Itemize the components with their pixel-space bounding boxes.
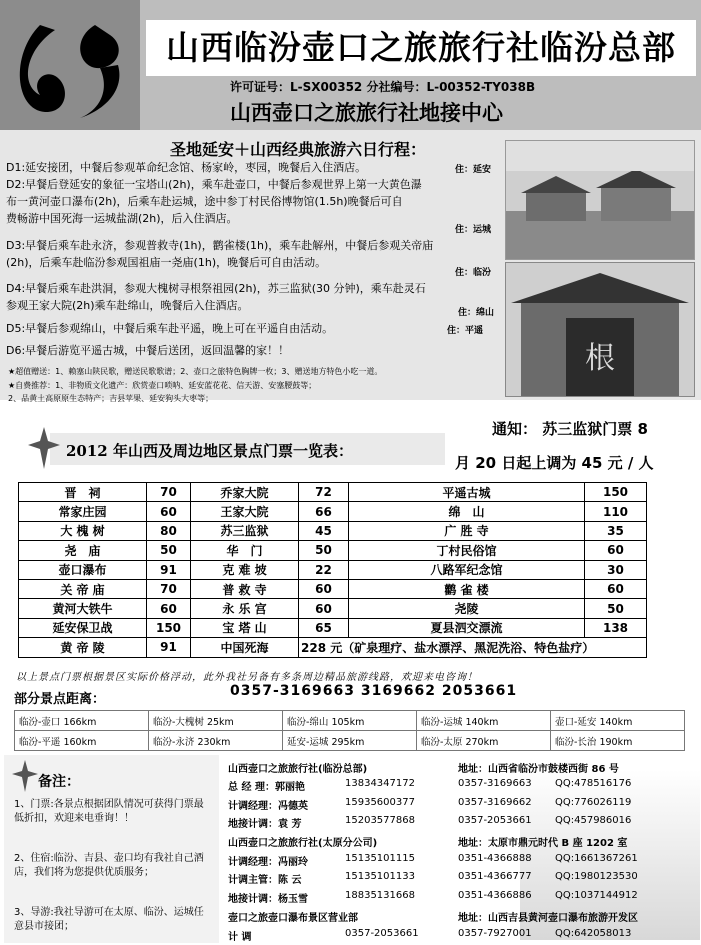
- remarks-title: 备注：: [38, 774, 80, 790]
- notice-line: 通知： 苏三监狱门票 8: [492, 420, 648, 438]
- stay-label: 住：平遥: [447, 326, 484, 336]
- attraction-name: 黄河大铁牛: [19, 599, 147, 618]
- distance-cell: 壶口-延安 140km: [551, 711, 685, 731]
- itinerary-line: (2h)，后乘车赴临汾参观国祖庙一尧庙(1h)，晚餐后可自由活动。: [6, 256, 327, 269]
- attraction-name: 鹳 雀 楼: [349, 579, 585, 598]
- contact-qq-address: QQ:1661367261: [555, 853, 638, 864]
- itinerary-line: 布一黄河壶口瀑布(2h)，后乘车赴运城，途中参丁村民俗博物馆(1.5h)晚餐后可自: [6, 195, 403, 208]
- attraction-name: 常家庄园: [19, 502, 147, 521]
- attraction-name: 大 槐 树: [19, 521, 147, 540]
- ticket-price: 60: [147, 502, 191, 521]
- attraction-name: 晋 祠: [19, 483, 147, 502]
- itinerary-line: D2:早餐后登延安的象征一宝塔山(2h)，乘车赴壶口，中餐后参观世界上第一大黄色瀑: [6, 178, 422, 191]
- logo-swirl-icon: [0, 0, 140, 130]
- ticket-price: 35: [585, 521, 647, 540]
- table-row: [19, 638, 647, 657]
- phone-numbers: 0357-3169663 3169662 2053661: [230, 683, 518, 699]
- ticket-price: 60: [299, 579, 349, 598]
- table-row: [15, 711, 685, 731]
- contact-name: 计 调: [228, 932, 252, 943]
- ticket-price: 30: [585, 560, 647, 579]
- distance-table: [14, 710, 685, 751]
- price-table-title: 2012 年山西及周边地区景点门票一览表：: [66, 442, 353, 460]
- ticket-price: 65: [299, 618, 349, 637]
- itinerary-line: D3:早餐后乘车赴永济，参观普救寺(1h)，鹳雀楼(1h)，乘车赴解州，中餐后参观关帝庙: [6, 239, 434, 252]
- attraction-name: 华 门: [191, 541, 299, 560]
- itinerary-note: 2、品黄土高原原生态特产；吉县苹果、延安狗头大枣等；: [8, 394, 214, 403]
- attraction-name: 普 救 寺: [191, 579, 299, 598]
- ticket-price: 60: [147, 599, 191, 618]
- table-row: [19, 541, 647, 560]
- ticket-price: 50: [299, 541, 349, 560]
- stay-label: 住：临汾: [455, 268, 492, 278]
- ticket-price: 60: [585, 579, 647, 598]
- contact-qq-address: QQ:642058013: [555, 928, 632, 939]
- ticket-price-table: [18, 482, 647, 658]
- itinerary-line: 参观王家大院(2h)乘车赴绵山，晚餐后入住酒店。: [6, 299, 249, 312]
- attraction-name: 壶口瀑布: [19, 560, 147, 579]
- table-row: [19, 599, 647, 618]
- contact-mobile: 15203577868: [345, 815, 415, 826]
- contact-mobile: 0357-2053661: [345, 928, 419, 939]
- attraction-name: 关 帝 庙: [19, 579, 147, 598]
- ticket-price: 50: [585, 599, 647, 618]
- table-row: [19, 560, 647, 579]
- distance-cell: 临汾-长治 190km: [551, 731, 685, 751]
- contact-qq-address: 地址：山西吉县黄河壶口瀑布旅游开发区: [458, 913, 638, 924]
- stay-label: 住：运城: [455, 225, 492, 235]
- agency-logo: [0, 0, 140, 130]
- itinerary-title: 圣地延安＋山西经典旅游六日行程：: [170, 140, 427, 159]
- attraction-name: 八路军纪念馆: [349, 560, 585, 579]
- table-row: [19, 579, 647, 598]
- attraction-name: 延安保卫战: [19, 618, 147, 637]
- ticket-price: 66: [299, 502, 349, 521]
- distance-title: 部分景点距离：: [14, 692, 106, 707]
- contact-name: 壶口之旅壶口瀑布景区营业部: [228, 913, 358, 924]
- attraction-name: 丁村民俗馆: [349, 541, 585, 560]
- contact-name: 计调主管：陈 云: [228, 875, 302, 886]
- contact-name: 地接计调：杨玉雪: [228, 894, 308, 905]
- attraction-name: 克 难 坡: [191, 560, 299, 579]
- attraction-name: 苏三监狱: [191, 521, 299, 540]
- ticket-price: 60: [299, 599, 349, 618]
- contact-name: 地接计调：袁 芳: [228, 819, 302, 830]
- itinerary-line: D5:早餐后参观绵山，中餐后乘车赴平遥，晚上可在平遥自由活动。: [6, 322, 334, 335]
- ticket-price: 150: [585, 483, 647, 502]
- ticket-price: 80: [147, 521, 191, 540]
- ticket-price: 60: [585, 541, 647, 560]
- ticket-price: 22: [299, 560, 349, 579]
- attraction-name: 黄 帝 陵: [19, 638, 147, 657]
- contact-mobile: 15135101115: [345, 853, 415, 864]
- contact-qq-address: QQ:1980123530: [555, 871, 638, 882]
- ticket-price: 228 元（矿泉理疗、盐水漂浮、黑泥洗浴、特色盐疗）: [299, 638, 647, 657]
- contact-phone: 0357-3169662: [458, 797, 532, 808]
- ticket-price: 70: [147, 579, 191, 598]
- distance-cell: 延安-运城 295km: [283, 731, 417, 751]
- attraction-name: 王家大院: [191, 502, 299, 521]
- itinerary-line: D1:延安接团，中餐后参观革命纪念馆、杨家岭，枣园，晚餐后入住酒店。: [6, 161, 367, 174]
- attraction-name: 宝 塔 山: [191, 618, 299, 637]
- remark-item: 3、导游:我社导游可在太原、临汾、运城任意县市接团；: [14, 907, 204, 932]
- table-row: [19, 483, 647, 502]
- contact-qq-address: QQ:478516176: [555, 778, 632, 789]
- distance-cell: 临汾-壶口 166km: [15, 711, 149, 731]
- contact-phone: 0351-4366886: [458, 890, 532, 901]
- attraction-name: 永 乐 宫: [191, 599, 299, 618]
- ticket-price: 70: [147, 483, 191, 502]
- attraction-name: 尧 庙: [19, 541, 147, 560]
- distance-cell: 临汾-大槐树 25km: [149, 711, 283, 731]
- remark-item: 2、住宿:临汾、吉县、壶口均有我社自己酒店，我们将为您提供优质服务；: [14, 853, 204, 878]
- itinerary-line: 费畅游中国死海一运城盐湖(2h)，后入住酒店。: [6, 212, 238, 225]
- contact-phone: 0357-2053661: [458, 815, 532, 826]
- remark-item: 1、门票:各景点根据团队情况可获得门票最低折扣，欢迎来电垂询！！: [14, 799, 204, 824]
- distance-cell: 临汾-绵山 105km: [283, 711, 417, 731]
- contact-name: 计调经理：冯德英: [228, 801, 308, 812]
- attraction-name: 中国死海: [191, 638, 299, 657]
- itinerary-note: ★自费推荐：1、非物质文化遗产：欣赏壶口唢呐、延安蓝花花、信天游、安塞腰鼓等；: [8, 381, 317, 390]
- contact-qq-address: QQ:457986016: [555, 815, 632, 826]
- contact-qq-address: QQ:776026119: [555, 797, 632, 808]
- contact-name: 计调经理：冯丽玲: [228, 857, 308, 868]
- contact-phone: 0357-7927001: [458, 928, 532, 939]
- table-row: [15, 731, 685, 751]
- village-photo: [505, 140, 695, 260]
- contact-qq-address: 地址：山西省临汾市鼓楼西街 86 号: [458, 764, 619, 775]
- ticket-price: 150: [147, 618, 191, 637]
- table-row: [19, 502, 647, 521]
- svg-text:根: 根: [585, 341, 615, 376]
- contact-qq-address: QQ:1037144912: [555, 890, 638, 901]
- attraction-name: 乔家大院: [191, 483, 299, 502]
- ancestor-gate-photo: [505, 262, 695, 397]
- contact-mobile: 18835131668: [345, 890, 415, 901]
- attraction-name: 广 胜 寺: [349, 521, 585, 540]
- contact-mobile: 15935600377: [345, 797, 415, 808]
- distance-cell: 临汾-永济 230km: [149, 731, 283, 751]
- page-subtitle: 山西壶口之旅旅行社地接中心: [230, 100, 503, 125]
- contact-phone: 0357-3169663: [458, 778, 532, 789]
- notice-line: 月 20 日起上调为 45 元 / 人: [455, 454, 654, 472]
- itinerary-line: D6:早餐后游览平遥古城，中餐后送团，返回温馨的家！！: [6, 344, 290, 357]
- itinerary-line: D4:早餐后乘车赴洪洞，参观大槐树寻根祭祖园(2h)，苏三监狱(30 分钟)，乘车赴灵石: [6, 282, 426, 295]
- attraction-name: 夏县泗交漂流: [349, 618, 585, 637]
- attraction-name: 绵 山: [349, 502, 585, 521]
- ticket-price: 45: [299, 521, 349, 540]
- page-title: 山西临汾壶口之旅旅行社临汾总部: [146, 20, 696, 76]
- contact-name: 总 经 理：郭丽艳: [228, 782, 305, 793]
- contact-qq-address: 地址：太原市鼎元时代 B 座 1202 室: [458, 838, 628, 849]
- contact-name: 山西壶口之旅旅行社(太原分公司): [228, 838, 378, 849]
- contact-phone: 0351-4366777: [458, 871, 532, 882]
- contact-mobile: 15135101133: [345, 871, 415, 882]
- leaf-ornament-icon: [26, 425, 62, 471]
- distance-cell: 临汾-太原 270km: [417, 731, 551, 751]
- license-info: 许可证号：L-SX00352 分社编号：L-00352-TY038B: [230, 80, 536, 94]
- ticket-price: 91: [147, 560, 191, 579]
- handwritten-note: 以上景点门票根据景区实际价格浮动，此外我社另备有多条周边精品旅游线路，欢迎来电咨询！: [16, 672, 478, 683]
- itinerary-note: ★超值赠送：1、赖塞山陕民歌，赠送民歌歌谱；2、壶口之旅特色胸牌一枚；3、赠送地方特色小吃一道。: [8, 367, 383, 376]
- table-row: [19, 618, 647, 637]
- contact-mobile: 13834347172: [345, 778, 415, 789]
- leaf-ornament-icon: [10, 758, 40, 794]
- attraction-name: 尧陵: [349, 599, 585, 618]
- ticket-price: 91: [147, 638, 191, 657]
- distance-cell: 临汾-平遥 160km: [15, 731, 149, 751]
- ticket-price: 110: [585, 502, 647, 521]
- stay-label: 住：绵山: [458, 308, 495, 318]
- attraction-name: 平遥古城: [349, 483, 585, 502]
- stay-label: 住：延安: [455, 165, 492, 175]
- contact-phone: 0351-4366888: [458, 853, 532, 864]
- ticket-price: 50: [147, 541, 191, 560]
- contact-name: 山西壶口之旅旅行社(临汾总部): [228, 764, 368, 775]
- ticket-price: 138: [585, 618, 647, 637]
- distance-cell: 临汾-运城 140km: [417, 711, 551, 731]
- table-row: [19, 521, 647, 540]
- ticket-price: 72: [299, 483, 349, 502]
